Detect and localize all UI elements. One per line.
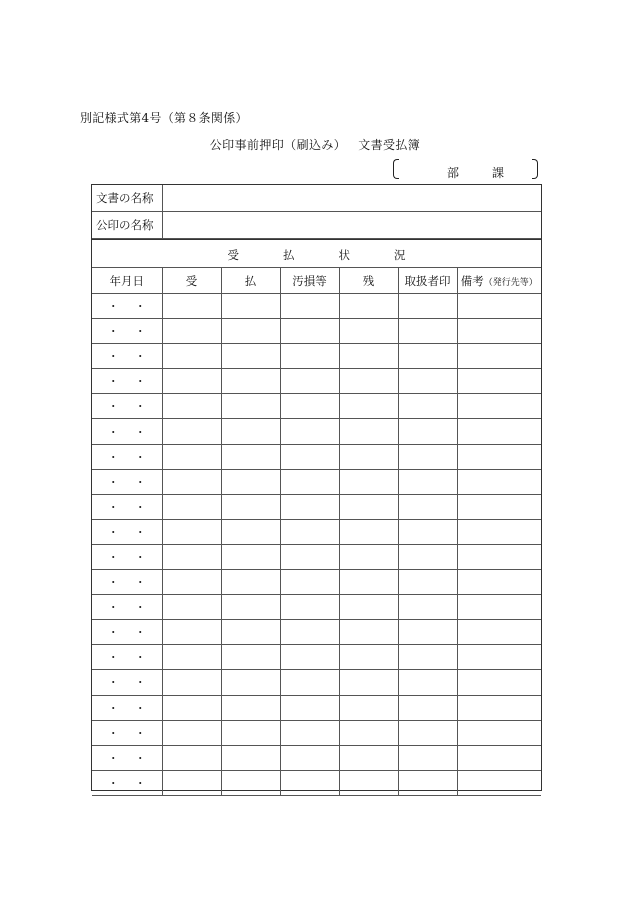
date-separator-dot: ・ <box>134 325 146 339</box>
seal-name-label: 公印の名称 <box>92 212 162 239</box>
date-separator-dot: ・ <box>107 375 119 389</box>
date-cell[interactable] <box>92 620 162 645</box>
entry-cell[interactable] <box>280 745 339 770</box>
entry-cell[interactable] <box>398 570 457 595</box>
status-char: 状 <box>338 247 350 262</box>
entry-cell[interactable] <box>162 770 221 795</box>
date-separator-dot: ・ <box>134 751 146 765</box>
remarks-label: 備考 <box>460 273 484 288</box>
entry-cell[interactable] <box>398 670 457 695</box>
entry-cell[interactable] <box>339 770 398 795</box>
col-remarks <box>457 268 541 294</box>
section-label: 課 <box>492 166 505 180</box>
table-row <box>92 595 541 620</box>
entry-cell[interactable] <box>398 544 457 569</box>
date-cell[interactable] <box>92 419 162 444</box>
department-label: 部 <box>447 166 460 180</box>
entry-cell[interactable] <box>339 294 398 319</box>
col-issued: 払 <box>221 268 280 294</box>
entry-cell[interactable] <box>398 469 457 494</box>
date-separator-dot: ・ <box>107 601 119 615</box>
entry-cell[interactable] <box>221 670 280 695</box>
date-separator-dot: ・ <box>107 325 119 339</box>
entry-cell[interactable] <box>162 620 221 645</box>
date-cell[interactable] <box>92 344 162 369</box>
entry-cell[interactable] <box>398 394 457 419</box>
entry-cell[interactable] <box>162 570 221 595</box>
entry-cell[interactable] <box>162 720 221 745</box>
entry-cell[interactable] <box>398 294 457 319</box>
entry-cell[interactable] <box>280 695 339 720</box>
entry-cell[interactable] <box>162 670 221 695</box>
entry-cell[interactable] <box>398 595 457 620</box>
date-separator-dot: ・ <box>134 550 146 564</box>
date-separator-dot: ・ <box>134 350 146 364</box>
date-cell[interactable] <box>92 645 162 670</box>
date-separator-dot: ・ <box>107 776 119 790</box>
entry-cell[interactable] <box>339 319 398 344</box>
info-row-seal-name <box>92 212 541 239</box>
entry-cell[interactable] <box>221 419 280 444</box>
table-row <box>92 720 541 745</box>
date-separator-dot: ・ <box>134 300 146 314</box>
table-row <box>92 469 541 494</box>
entry-cell[interactable] <box>280 394 339 419</box>
entry-cell[interactable] <box>339 670 398 695</box>
date-separator-dot: ・ <box>107 701 119 715</box>
entry-cell[interactable] <box>221 695 280 720</box>
date-separator-dot: ・ <box>107 350 119 364</box>
seal-name-field[interactable] <box>162 212 541 239</box>
col-date: 年月日 <box>92 268 162 294</box>
table-row <box>92 620 541 645</box>
date-separator-dot: ・ <box>134 525 146 539</box>
date-separator-dot: ・ <box>107 550 119 564</box>
date-separator-dot: ・ <box>107 576 119 590</box>
date-cell[interactable] <box>92 294 162 319</box>
table-row <box>92 745 541 770</box>
entry-cell[interactable] <box>457 570 541 595</box>
ledger-sheet <box>91 184 542 791</box>
entry-cell[interactable] <box>221 369 280 394</box>
entry-cell[interactable] <box>398 444 457 469</box>
entry-cell[interactable] <box>457 369 541 394</box>
table-row <box>92 344 541 369</box>
entry-cell[interactable] <box>398 645 457 670</box>
entry-cell[interactable] <box>280 770 339 795</box>
date-cell[interactable] <box>92 745 162 770</box>
entry-cell[interactable] <box>162 344 221 369</box>
entry-cell[interactable] <box>162 369 221 394</box>
entry-cell[interactable] <box>339 720 398 745</box>
entry-cell[interactable] <box>221 645 280 670</box>
entry-cell[interactable] <box>280 444 339 469</box>
date-separator-dot: ・ <box>107 300 119 314</box>
date-cell[interactable] <box>92 695 162 720</box>
entry-cell[interactable] <box>398 494 457 519</box>
date-separator-dot: ・ <box>107 500 119 514</box>
entry-cell[interactable] <box>457 595 541 620</box>
info-row-document-name <box>92 185 541 212</box>
entry-cell[interactable] <box>221 394 280 419</box>
date-cell[interactable] <box>92 770 162 795</box>
entry-cell[interactable] <box>457 645 541 670</box>
entry-cell[interactable] <box>221 770 280 795</box>
entry-cell[interactable] <box>339 620 398 645</box>
date-cell[interactable] <box>92 394 162 419</box>
entry-cell[interactable] <box>339 745 398 770</box>
date-cell[interactable] <box>92 570 162 595</box>
table-row <box>92 695 541 720</box>
date-separator-dot: ・ <box>134 726 146 740</box>
date-separator-dot: ・ <box>134 651 146 665</box>
date-separator-dot: ・ <box>134 626 146 640</box>
table-row <box>92 294 541 319</box>
date-separator-dot: ・ <box>134 500 146 514</box>
entry-cell[interactable] <box>162 419 221 444</box>
entry-cell[interactable] <box>398 319 457 344</box>
date-separator-dot: ・ <box>134 576 146 590</box>
date-separator-dot: ・ <box>134 701 146 715</box>
status-char: 払 <box>283 247 295 262</box>
entry-cell[interactable] <box>339 369 398 394</box>
column-header-row <box>92 268 541 294</box>
entry-cell[interactable] <box>398 620 457 645</box>
entry-cell[interactable] <box>162 319 221 344</box>
date-separator-dot: ・ <box>134 425 146 439</box>
date-cell[interactable] <box>92 544 162 569</box>
entry-cell[interactable] <box>280 519 339 544</box>
date-separator-dot: ・ <box>107 626 119 640</box>
entry-cell[interactable] <box>162 544 221 569</box>
entry-cell[interactable] <box>221 570 280 595</box>
department-section-box <box>393 159 538 179</box>
date-cell[interactable] <box>92 494 162 519</box>
entry-cell[interactable] <box>280 595 339 620</box>
entry-cell[interactable] <box>398 419 457 444</box>
entry-cell[interactable] <box>339 494 398 519</box>
entry-cell[interactable] <box>221 444 280 469</box>
table-row <box>92 670 541 695</box>
entry-cell[interactable] <box>162 444 221 469</box>
entry-cell[interactable] <box>280 419 339 444</box>
date-separator-dot: ・ <box>134 601 146 615</box>
entry-cell[interactable] <box>280 645 339 670</box>
left-bracket <box>393 159 399 179</box>
entry-cell[interactable] <box>280 620 339 645</box>
table-row <box>92 319 541 344</box>
entry-cell[interactable] <box>280 544 339 569</box>
entry-cell[interactable] <box>457 519 541 544</box>
date-separator-dot: ・ <box>107 651 119 665</box>
entry-cell[interactable] <box>221 494 280 519</box>
table-row <box>92 494 541 519</box>
entry-cell[interactable] <box>457 394 541 419</box>
entry-cell[interactable] <box>457 695 541 720</box>
entry-cell[interactable] <box>457 344 541 369</box>
table-row <box>92 770 541 795</box>
date-separator-dot: ・ <box>107 676 119 690</box>
entry-cell[interactable] <box>221 745 280 770</box>
table-row <box>92 419 541 444</box>
entry-cell[interactable] <box>457 319 541 344</box>
entry-cell[interactable] <box>339 444 398 469</box>
date-separator-dot: ・ <box>134 400 146 414</box>
entry-cell[interactable] <box>221 595 280 620</box>
col-damaged: 汚損等 <box>280 268 339 294</box>
date-separator-dot: ・ <box>134 776 146 790</box>
ledger-rows <box>92 294 541 796</box>
entry-cell[interactable] <box>280 670 339 695</box>
date-cell[interactable] <box>92 519 162 544</box>
date-cell[interactable] <box>92 670 162 695</box>
entry-cell[interactable] <box>457 469 541 494</box>
entry-cell[interactable] <box>162 645 221 670</box>
entry-cell[interactable] <box>162 695 221 720</box>
entry-cell[interactable] <box>339 394 398 419</box>
entry-cell[interactable] <box>221 319 280 344</box>
table-row <box>92 519 541 544</box>
table-row <box>92 570 541 595</box>
entry-cell[interactable] <box>398 720 457 745</box>
entry-cell[interactable] <box>280 720 339 745</box>
entry-cell[interactable] <box>221 519 280 544</box>
entry-cell[interactable] <box>162 469 221 494</box>
entry-cell[interactable] <box>280 570 339 595</box>
entry-cell[interactable] <box>398 519 457 544</box>
title-sub: 文書受払簿 <box>358 138 421 152</box>
date-cell[interactable] <box>92 444 162 469</box>
col-received: 受 <box>162 268 221 294</box>
table-row <box>92 645 541 670</box>
entry-cell[interactable] <box>457 620 541 645</box>
entry-cell[interactable] <box>339 419 398 444</box>
table-row <box>92 394 541 419</box>
entry-cell[interactable] <box>398 695 457 720</box>
entry-cell[interactable] <box>221 469 280 494</box>
entry-cell[interactable] <box>339 595 398 620</box>
entry-cell[interactable] <box>221 344 280 369</box>
entry-cell[interactable] <box>162 519 221 544</box>
date-separator-dot: ・ <box>107 475 119 489</box>
status-header <box>92 242 541 268</box>
date-separator-dot: ・ <box>134 450 146 464</box>
ledger-table <box>92 242 541 796</box>
date-cell[interactable] <box>92 720 162 745</box>
date-separator-dot: ・ <box>134 676 146 690</box>
entry-cell[interactable] <box>457 770 541 795</box>
date-separator-dot: ・ <box>134 375 146 389</box>
entry-cell[interactable] <box>339 695 398 720</box>
date-cell[interactable] <box>92 595 162 620</box>
entry-cell[interactable] <box>398 745 457 770</box>
date-separator-dot: ・ <box>107 726 119 740</box>
entry-cell[interactable] <box>221 294 280 319</box>
date-separator-dot: ・ <box>107 400 119 414</box>
date-cell[interactable] <box>92 369 162 394</box>
entry-cell[interactable] <box>457 494 541 519</box>
right-bracket <box>532 159 538 179</box>
col-handler-seal: 取扱者印 <box>398 268 457 294</box>
date-separator-dot: ・ <box>107 425 119 439</box>
entry-cell[interactable] <box>280 319 339 344</box>
entry-cell[interactable] <box>280 494 339 519</box>
document-name-label: 文書の名称 <box>92 185 162 212</box>
form-identifier: 別記様式第4号（第８条関係） <box>80 111 248 125</box>
entry-cell[interactable] <box>457 544 541 569</box>
entry-cell[interactable] <box>398 770 457 795</box>
entry-cell[interactable] <box>398 369 457 394</box>
entry-cell[interactable] <box>339 544 398 569</box>
entry-cell[interactable] <box>280 369 339 394</box>
entry-cell[interactable] <box>339 469 398 494</box>
status-char: 受 <box>227 247 239 262</box>
date-separator-dot: ・ <box>107 450 119 464</box>
entry-cell[interactable] <box>339 645 398 670</box>
date-cell[interactable] <box>92 469 162 494</box>
entry-cell[interactable] <box>457 745 541 770</box>
entry-cell[interactable] <box>457 294 541 319</box>
entry-cell[interactable] <box>280 344 339 369</box>
entry-cell[interactable] <box>339 519 398 544</box>
table-row <box>92 444 541 469</box>
entry-cell[interactable] <box>398 344 457 369</box>
entry-cell[interactable] <box>162 294 221 319</box>
entry-cell[interactable] <box>339 344 398 369</box>
entry-cell[interactable] <box>221 720 280 745</box>
entry-cell[interactable] <box>457 670 541 695</box>
entry-cell[interactable] <box>221 544 280 569</box>
date-separator-dot: ・ <box>107 751 119 765</box>
entry-cell[interactable] <box>457 419 541 444</box>
title-main: 公印事前押印（刷込み） <box>209 138 347 152</box>
table-row <box>92 544 541 569</box>
entry-cell[interactable] <box>339 570 398 595</box>
date-separator-dot: ・ <box>107 525 119 539</box>
entry-cell[interactable] <box>457 444 541 469</box>
entry-cell[interactable] <box>221 620 280 645</box>
table-row <box>92 369 541 394</box>
status-header-row <box>92 242 541 268</box>
col-remaining: 残 <box>339 268 398 294</box>
remarks-note: （発行先等） <box>483 277 538 288</box>
entry-cell[interactable] <box>162 394 221 419</box>
entry-cell[interactable] <box>280 294 339 319</box>
info-table <box>92 185 541 239</box>
date-separator-dot: ・ <box>134 475 146 489</box>
entry-cell[interactable] <box>280 469 339 494</box>
entry-cell[interactable] <box>162 494 221 519</box>
entry-cell[interactable] <box>162 595 221 620</box>
document-name-field[interactable] <box>162 185 541 212</box>
document-title <box>0 136 630 153</box>
date-cell[interactable] <box>92 319 162 344</box>
entry-cell[interactable] <box>457 720 541 745</box>
entry-cell[interactable] <box>162 745 221 770</box>
status-char: 況 <box>394 247 406 262</box>
